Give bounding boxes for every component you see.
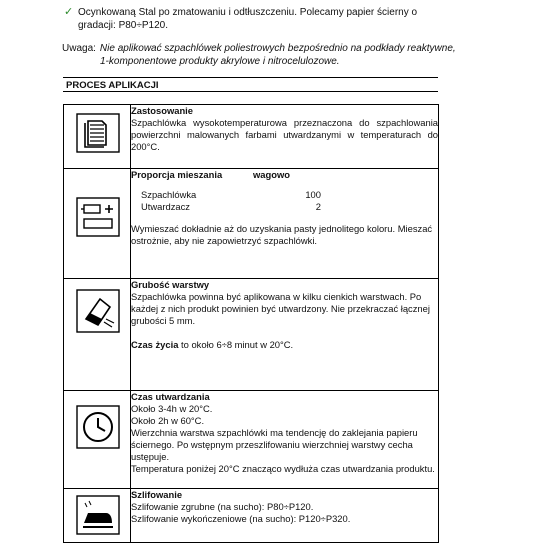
note-line2: 1-komponentowe produkty akrylowe i nitrocelulozowe. xyxy=(100,56,340,67)
mixing-text-cell xyxy=(131,169,439,279)
thickness-text-cell xyxy=(131,279,439,391)
step-curing xyxy=(64,391,439,489)
curing-line4: Temperatura poniżej 20°C znacząco wydłuża czas utwardzania produktu. xyxy=(131,463,435,474)
spatula-icon xyxy=(76,289,120,333)
mixing-row-name: Szpachlówka xyxy=(141,189,197,200)
sanding-title: Szlifowanie xyxy=(131,489,183,500)
pot-life-label: Czas życia xyxy=(131,339,179,350)
curing-line3: Wierzchnia warstwa szpachlówki ma tendencję do zaklejania papieru ściernego. Po wstępnym przeszlifowaniu wierzchniej warstwy cecha ustępuje. xyxy=(131,427,418,462)
book-icon xyxy=(76,113,120,153)
curing-title: Czas utwardzania xyxy=(131,391,210,402)
process-table xyxy=(63,104,439,543)
sanding-icon xyxy=(76,495,120,535)
mixing-icon-cell xyxy=(64,169,131,279)
clock-icon xyxy=(76,405,120,449)
mixing-text: Wymieszać dokładnie aż do uzyskania pasty jednolitego koloru. Mieszać ostrożnie, aby nie zapowietrzyć szpachlówki. xyxy=(131,223,433,246)
mixing-row xyxy=(131,189,438,201)
step-usage xyxy=(64,105,439,169)
mixing-row-value: 100 xyxy=(305,189,321,200)
note-label: Uwaga: xyxy=(62,43,96,54)
mixing-ratio-table xyxy=(131,189,438,213)
sanding-icon-cell xyxy=(64,489,131,543)
step-sanding xyxy=(64,489,439,543)
curing-icon-cell xyxy=(64,391,131,489)
pot-life-text: to około 6÷8 minut w 20°C. xyxy=(178,339,294,350)
step-mixing xyxy=(64,169,439,279)
mixing-row-value: 2 xyxy=(315,201,321,212)
pot-life xyxy=(131,339,438,351)
mixing-row-name: Utwardzacz xyxy=(141,201,190,212)
usage-icon-cell xyxy=(64,105,131,169)
curing-text-cell xyxy=(131,391,439,489)
note xyxy=(62,42,462,68)
intro-text: Ocynkowaną Stal po zmatowaniu i odtłuszczeniu. Polecamy papier ścierny o gradacji: P80÷P120. xyxy=(78,7,418,31)
thickness-text: Szpachlówka powinna być aplikowana w kilku cienkich warstwach. Po każdej z nich produkt powinien być utwardzony. Nie przekraczać łącznej grubości 5 mm. xyxy=(131,291,430,326)
sanding-line2: Szlifowanie wykończeniowe (na sucho): P120÷P320. xyxy=(131,513,351,524)
curing-line2: Około 2h w 60°C. xyxy=(131,415,205,426)
checkmark-icon: ✓ xyxy=(64,6,74,18)
note-line1: Nie aplikować szpachlówek poliestrowych bezpośrednio na podkłady reaktywne, xyxy=(99,43,456,54)
usage-text: Szpachlówka wysokotemperaturowa przeznaczona do szpachlowania powierzchni malowanych farbami utwardzanymi w temperaturach do 200°C. xyxy=(131,117,438,152)
mixing-row xyxy=(131,201,438,213)
usage-text-cell xyxy=(131,105,439,169)
mixing-ratio-icon xyxy=(76,197,120,237)
sanding-line1: Szlifowanie zgrubne (na sucho): P80÷P120. xyxy=(131,501,314,512)
step-thickness xyxy=(64,279,439,391)
thickness-icon-cell xyxy=(64,279,131,391)
section-title: PROCES APLIKACJI xyxy=(63,77,438,92)
curing-line1: Około 3-4h w 20°C. xyxy=(131,403,213,414)
sanding-text-cell xyxy=(131,489,439,543)
intro-bullet xyxy=(64,6,448,32)
mixing-unit: wagowo xyxy=(253,169,290,180)
thickness-title: Grubość warstwy xyxy=(131,279,210,290)
usage-title: Zastosowanie xyxy=(131,105,193,116)
mixing-title: Proporcja mieszania xyxy=(131,169,223,180)
mixing-header xyxy=(131,169,438,181)
